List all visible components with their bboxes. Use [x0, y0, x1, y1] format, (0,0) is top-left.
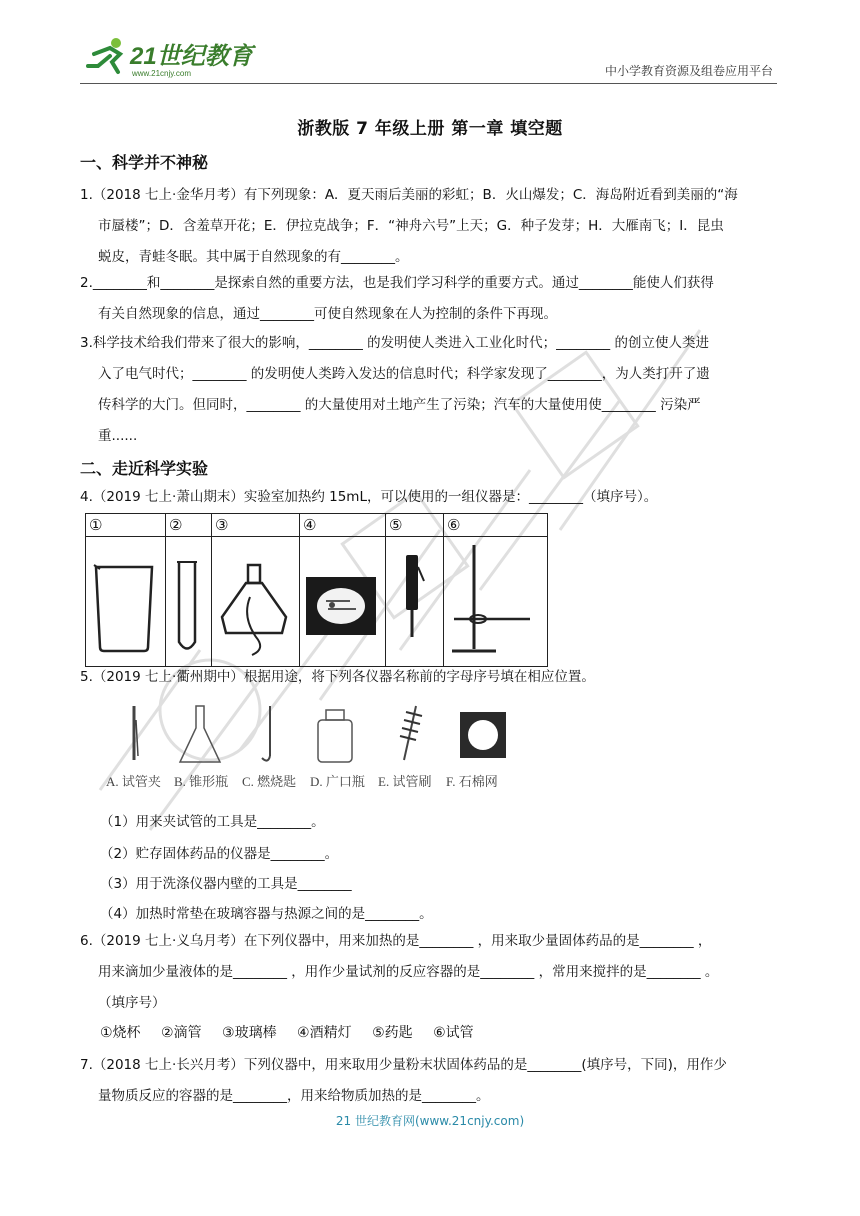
question-7 — [80, 1050, 780, 1112]
question-6-line: 用来滴加少量液体的是________ ，用作少量试剂的反应容器的是________ ，常用来搅拌的是________ 。 — [98, 964, 719, 980]
test-tube-holder-icon — [386, 537, 440, 662]
question-3-line: 传科学的大门。但同时，________ 的大量使用对土地产生了污染；汽车的大量使用使________ 污染严 — [98, 397, 701, 413]
runner-icon — [88, 38, 121, 72]
iron-stand-cell — [444, 537, 548, 667]
section-heading-1: 一、科学并不神秘 — [80, 153, 209, 172]
alcohol-lamp-icon — [212, 537, 296, 662]
wide-mouth-bottle-icon — [318, 710, 352, 762]
question-6-line: （填序号） — [98, 995, 166, 1011]
beaker-cell — [86, 537, 166, 667]
question-1-line: 1.（2018 七上·金华月考）有下列现象：A．夏天雨后美丽的彩虹；B．火山爆发；C．海岛附近看到美丽的“海 — [80, 187, 738, 203]
question-6-line: 6.（2019 七上·义乌月考）在下列仪器中，用来加热的是________ ，用来取少量固体药品的是________ ， — [80, 933, 712, 949]
option-item: ④酒精灯 — [297, 1025, 352, 1041]
question-3 — [80, 328, 780, 452]
question-3-line: 3.科学技术给我们带来了很大的影响，________ 的发明使人类进入工业化时代；________ 的创立使人类进 — [80, 335, 709, 351]
table-header-cell: ⑥ — [444, 514, 548, 537]
instruments-figure — [104, 700, 514, 795]
test-tube-holder-cell — [386, 537, 444, 667]
question-2-line: 2.________和________是探索自然的重要方法，也是我们学习科学的重要方式。通过________能使人们获得 — [80, 275, 714, 291]
option-item: ③玻璃棒 — [222, 1025, 277, 1041]
question-6 — [80, 926, 780, 1019]
question-3-line: 重...... — [98, 428, 138, 444]
question-5-sub-2: （2）贮存固体药品的仪器是________。 — [100, 846, 339, 862]
figure-label: B. 锥形瓶 — [174, 774, 229, 789]
test-tube-brush-icon — [400, 706, 422, 760]
figure-label: D. 广口瓶 — [310, 774, 365, 789]
table-header-cell: ① — [86, 514, 166, 537]
question-2-line: 有关自然现象的信息，通过________可使自然现象在人为控制的条件下再现。 — [98, 306, 557, 322]
page-header — [80, 36, 777, 84]
logo — [80, 36, 260, 78]
figure-label: F. 石棉网 — [446, 774, 498, 789]
question-1-line: 市蜃楼”；D．含羞草开花；E．伊拉克战争；F．“神舟六号”上天；G．种子发芽；H．大雁南飞；I．昆虫 — [98, 218, 724, 234]
iron-stand-icon — [444, 537, 544, 662]
page-title: 浙教版 7 年级上册 第一章 填空题 — [297, 119, 563, 139]
section-heading-2: 二、走近科学实验 — [80, 459, 209, 478]
option-item: ②滴管 — [161, 1025, 202, 1041]
question-5 — [80, 662, 780, 693]
figure-label: C. 燃烧匙 — [242, 774, 297, 789]
option-item: ⑥试管 — [433, 1025, 474, 1041]
table-header-cell: ② — [166, 514, 212, 537]
platform-name: 中小学教育资源及组卷应用平台 — [604, 64, 773, 78]
alcohol-lamp-cell — [212, 537, 300, 667]
test-tube-cell — [166, 537, 212, 667]
erlenmeyer-flask-icon — [180, 706, 220, 762]
asbestos-gauze-icon — [460, 712, 506, 758]
beaker-icon — [86, 537, 162, 662]
figure-label: A. 试管夹 — [106, 774, 161, 789]
question-7-line: 7.（2018 七上·长兴月考）下列仪器中，用来取用少量粉末状固体药品的是________(填序号，下同)，用作少 — [80, 1057, 727, 1073]
question-1-line: 蜕皮，青蛙冬眠。其中属于自然现象的有________。 — [98, 249, 409, 265]
option-item: ①烧杯 — [100, 1025, 141, 1041]
figure-label: E. 试管刷 — [378, 774, 432, 789]
question-7-line: 量物质反应的容器的是________，用来给物质加热的是________。 — [98, 1088, 490, 1104]
wire-gauze-icon — [300, 537, 382, 662]
question-4-line: 4.（2019 七上·萧山期末）实验室加热约 15mL，可以使用的一组仪器是：________（填序号）。 — [80, 489, 658, 505]
combustion-spoon-icon — [262, 706, 270, 761]
test-tube-clamp-icon — [134, 706, 138, 760]
question-5-sub-1: （1）用来夹试管的工具是________。 — [100, 814, 325, 830]
header-divider — [80, 83, 777, 84]
table-header-cell: ③ — [212, 514, 300, 537]
logo-text: 21世纪教育 — [130, 43, 253, 70]
table-header-cell: ⑤ — [386, 514, 444, 537]
question-5-line: 5.（2019 七上·衢州期中）根据用途，将下列各仪器名称前的字母序号填在相应位置。 — [80, 669, 595, 685]
question-4 — [80, 482, 780, 513]
question-3-line: 入了电气时代；________ 的发明使人类跨入发达的信息时代；科学家发现了________，为人类打开了遗 — [98, 366, 710, 382]
page-footer: 21 世纪教育网(www.21cnjy.com) — [335, 1114, 525, 1128]
question-6-options — [100, 1022, 490, 1042]
question-5-sub-4: （4）加热时常垫在玻璃容器与热源之间的是________。 — [100, 906, 433, 922]
question-5-sub-3: （3）用于洗涤仪器内壁的工具是________ — [100, 876, 352, 892]
wire-gauze-cell — [300, 537, 386, 667]
logo-url: www.21cnjy.com — [132, 69, 191, 78]
option-item: ⑤药匙 — [372, 1025, 413, 1041]
test-tube-icon — [166, 537, 208, 662]
table-header-cell: ④ — [300, 514, 386, 537]
question-1 — [80, 180, 780, 273]
question-2 — [80, 268, 780, 330]
instrument-table — [85, 513, 548, 667]
